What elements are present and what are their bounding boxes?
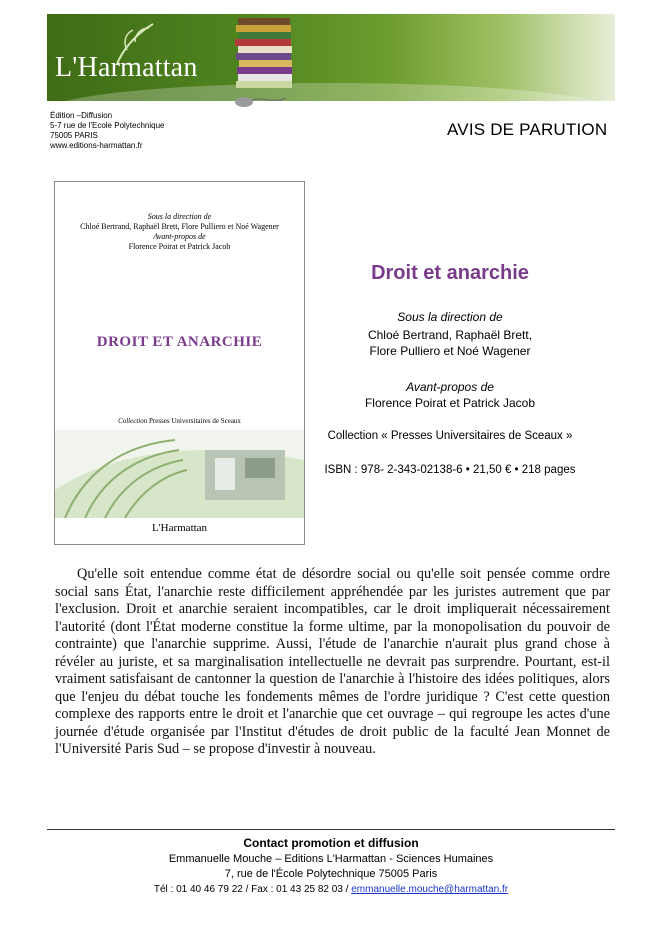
cover-collection-name: Presses Universitaires de Sceaux [148,417,241,425]
book-description: Qu'elle soit entendue comme état de désordre social ou qu'elle soit pensée comme ordre social sans État, l'anarchie reste difficilement appréhendée par les juristes autrement que par l'exclusion. Droit et anarchie seraient incompatibles, car le droit impliquerait nécessairement l'autorité (dont l'État moderne constitue la forme ultime, par la monopolisation du pouvoir de contrainte) que l'anarchie supprime. Aussi, l'étude de l'anarchie n'aurait plus grand chose à révéler au juriste, et sa marginalisation intellectuelle ne devrait pas surprendre. Pourtant, est-il vraiment satisfaisant de cantonner la question de l'anarchie à l'histoire des idées politiques, alors que l'enjeu du débat touche les fondements mêmes de l'ordre juridique ? C'est cette question complexe des rapports entre le droit et l'anarchie que cet ouvrage – qui regroupe les actes d'une journée d'étude organisée par l'Institut d'études de droit public de la faculté Jean Monnet de l'Université Paris Sud – se propose d'investir à nouveau. [55,566,610,757]
books-and-mouse-illustration [216,14,300,112]
direction-label: Sous la direction de [397,310,503,324]
foreword-authors: Florence Poirat et Patrick Jacob [364,396,536,410]
cover-foreword-label: Avant-propos de [153,232,206,241]
cover-editors: Chloé Bertrand, Raphaël Brett, Flore Pulliero et Noé Wagener [80,222,279,231]
publisher-line: 75005 PARIS [50,131,98,140]
cover-collection [55,417,304,425]
editors-line: Chloé Bertrand, Raphaël Brett, [367,328,533,342]
editors [300,327,600,359]
contact-name: Emmanuelle Mouche – Editions L'Harmattan - Sciences Humaines [168,853,494,865]
publisher-website[interactable]: www.editions-harmattan.fr [50,141,143,150]
book-cover [54,181,305,545]
isbn-price-pages: ISBN : 978- 2-343-02138-6 • 21,50 € • 218 pages [324,464,576,476]
contact-phone-fax: Tél : 01 40 46 79 22 / Fax : 01 43 25 82 03 / [153,884,349,895]
cover-credits [55,212,304,252]
footer-divider [47,829,615,830]
cover-direction-label: Sous la direction de [147,212,212,221]
cover-title: DROIT ET ANARCHIE [96,334,263,350]
banner-wave-decoration [47,83,615,101]
publisher-logo: L'Harmattan [55,52,198,83]
contact-email-link[interactable]: emmanuelle.mouche@harmattan.fr [351,884,509,895]
publisher-line: Édition –Diffusion [50,111,113,120]
publisher-line: 5-7 rue de l'Ecole Polytechnique [50,121,165,130]
contact-address: 7, rue de l'École Polytechnique 75005 Paris [224,868,438,880]
foreword-label: Avant-propos de [406,380,494,394]
cover-publisher-logo: L'Harmattan [151,522,208,534]
cover-foreword-authors: Florence Poirat et Patrick Jacob [128,242,231,251]
header-banner [47,14,615,101]
editors-line: Flore Pulliero et Noé Wagener [369,344,531,358]
notice-title: AVIS DE PARUTION [447,120,608,139]
collection: Collection « Presses Universitaires de Sceaux » [327,430,573,442]
contact-phone-email [47,884,615,895]
cover-collection-prefix: Collection [118,417,148,425]
cover-artwork [55,430,304,518]
book-title: Droit et anarchie [371,262,529,284]
contact-title: Contact promotion et diffusion [243,836,419,850]
publisher-address [50,111,165,151]
